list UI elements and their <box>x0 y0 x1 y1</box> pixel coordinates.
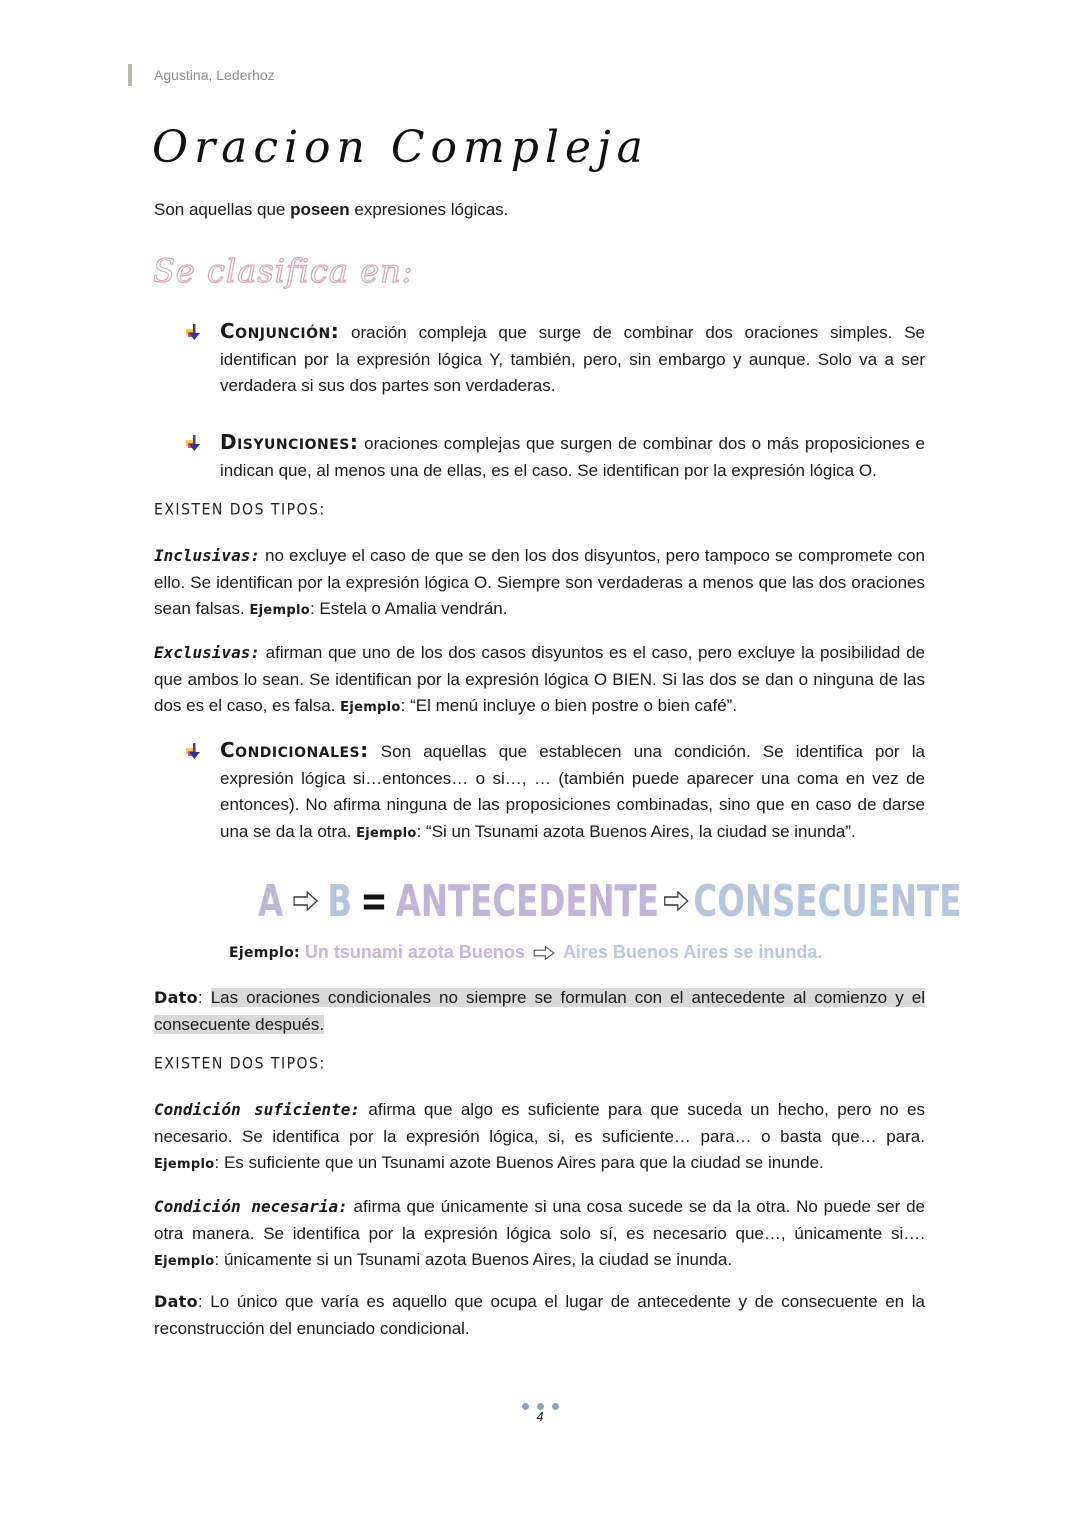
formula-antecedent: ANTECEDENTE <box>395 875 659 927</box>
formula-consequent: CONSECUENTE <box>693 875 962 927</box>
keyword-disyunciones: Disyunciones: <box>220 430 359 454</box>
example-text: : únicamente si un Tsunami azota Buenos Aires, la ciudad se inunda. <box>214 1250 733 1269</box>
formula-equals: = <box>360 875 388 927</box>
bullet-conjuncion <box>220 318 925 400</box>
type-label: Condición suficiente: <box>154 1100 360 1119</box>
bullet-condicionales <box>220 737 925 847</box>
conditional-formula <box>258 870 961 932</box>
example-text: : “Si un Tsunami azota Buenos Aires, la ciudad se inunda”. <box>416 821 856 841</box>
intro-after: expresiones lógicas. <box>349 200 509 219</box>
dato-text: : Lo único que varía es aquello que ocupa el lugar de antecedente y de consecuente en la reconstrucción del enunciado condicional. <box>154 1292 925 1338</box>
type-label: Exclusivas: <box>154 643 260 662</box>
dato-label: Dato <box>154 988 198 1007</box>
example-label: Ejemplo <box>356 825 417 841</box>
formula-example <box>229 942 822 963</box>
example-text: : Estela o Amalia vendrán. <box>309 599 508 618</box>
example-label: Ejemplo <box>229 944 294 961</box>
type-text: afirman que uno de los dos casos disyuntos es el caso, pero excluye la posibilidad de que ambos lo sean. Se identifican por la expresión lógica O BIEN. Si las dos se dan o ninguna de las dos es el caso, es falsa. <box>154 643 925 715</box>
dot <box>552 1403 559 1410</box>
bullet-text: oración compleja que surge de combinar dos oraciones simples. Se identifican por la expresión lógica Y, también, pero, sin embargo y aunque. Solo va a ser verdadera si sus dos partes son verdaderas. <box>220 323 925 395</box>
hollow-right-arrow-icon <box>533 946 555 960</box>
example-label: Ejemplo <box>154 1157 215 1172</box>
arrow-down-bullet-icon <box>184 322 204 342</box>
example-label: Ejemplo <box>154 1254 215 1269</box>
type-inclusivas <box>154 543 925 625</box>
type-label: Inclusivas: <box>154 546 260 565</box>
type-text: afirma que algo es suficiente para que suceda un hecho, pero no es necesario. Se identifica por la expresión lógica, si, es suficiente… para… o basta que… para. <box>154 1100 925 1146</box>
page-footer <box>0 1403 1080 1424</box>
type-condicion-necesaria <box>154 1194 925 1276</box>
arrow-down-bullet-icon <box>184 433 204 453</box>
bullet-disyunciones <box>220 429 925 484</box>
example-label: Ejemplo <box>340 700 401 715</box>
intro-bold: poseen <box>290 200 350 219</box>
example-antecedent: Un tsunami azota Buenos <box>304 942 525 962</box>
types-heading: EXISTEN DOS TIPOS: <box>154 500 326 520</box>
page-number: 4 <box>536 1409 544 1424</box>
hollow-right-arrow-icon <box>293 891 318 911</box>
hollow-right-arrow-icon <box>664 891 689 911</box>
author-name: Agustina, Lederhoz <box>154 67 275 83</box>
example-text: : “El menú incluye o bien postre o bien café”. <box>400 696 738 715</box>
keyword-condicionales: Condicionales: <box>220 738 369 762</box>
page-title: Oracion Compleja <box>152 122 649 173</box>
type-exclusivas <box>154 640 925 722</box>
formula-b: B <box>327 875 353 927</box>
dato-note-1 <box>154 985 925 1038</box>
type-text: afirma que únicamente si una cosa sucede se da la otra. No puede ser de otra manera. Se identifica por la expresión lógica solo sí, es necesario que…, únicamente si…. <box>154 1197 925 1243</box>
arrow-down-bullet-icon <box>184 741 204 761</box>
type-condicion-suficiente <box>154 1097 925 1179</box>
section-subtitle: Se clasifica en: <box>153 252 414 290</box>
bullet-text: oraciones complejas que surgen de combinar dos o más proposiciones e indican que, al menos una de ellas, es el caso. Se identifican por la expresión lógica O. <box>220 434 925 480</box>
example-text: : Es suficiente que un Tsunami azote Buenos Aires para que la ciudad se inunde. <box>214 1153 824 1172</box>
keyword-conjuncion: Conjunción: <box>220 319 340 343</box>
header-accent-bar <box>128 64 132 86</box>
bullet-text: Son aquellas que establecen una condición. Se identifica por la expresión lógica si…entonces… o si…, … (también puede aparecer una coma en vez de entonces). No afirma ninguna de las proposiciones combinadas, sino que en caso de darse una se da la otra. <box>220 742 925 841</box>
page-header <box>128 64 275 86</box>
type-text: no excluye el caso de que se den los dos disyuntos, pero tampoco se compromete con ello. Se identifican por la expresión lógica O. Siempre son verdaderas a menos que las dos oraciones sean falsas. <box>154 546 925 618</box>
intro-text <box>154 200 508 220</box>
example-consequent: Aires Buenos Aires se inunda. <box>562 942 823 962</box>
dato-label: Dato <box>154 1292 198 1311</box>
intro-before: Son aquellas que <box>154 200 291 219</box>
example-label: Ejemplo <box>249 603 310 618</box>
formula-a: A <box>258 875 284 927</box>
highlighted-text: Las oraciones condicionales no siempre se formulan con el antecedente al comienzo y el consecuente después. <box>154 988 925 1034</box>
type-label: Condición necesaria: <box>154 1197 348 1216</box>
dot <box>522 1403 529 1410</box>
dato-note-2 <box>154 1289 925 1342</box>
example-colon: : <box>293 944 300 961</box>
dato-separator: : <box>197 988 211 1007</box>
types-heading: EXISTEN DOS TIPOS: <box>154 1054 326 1074</box>
